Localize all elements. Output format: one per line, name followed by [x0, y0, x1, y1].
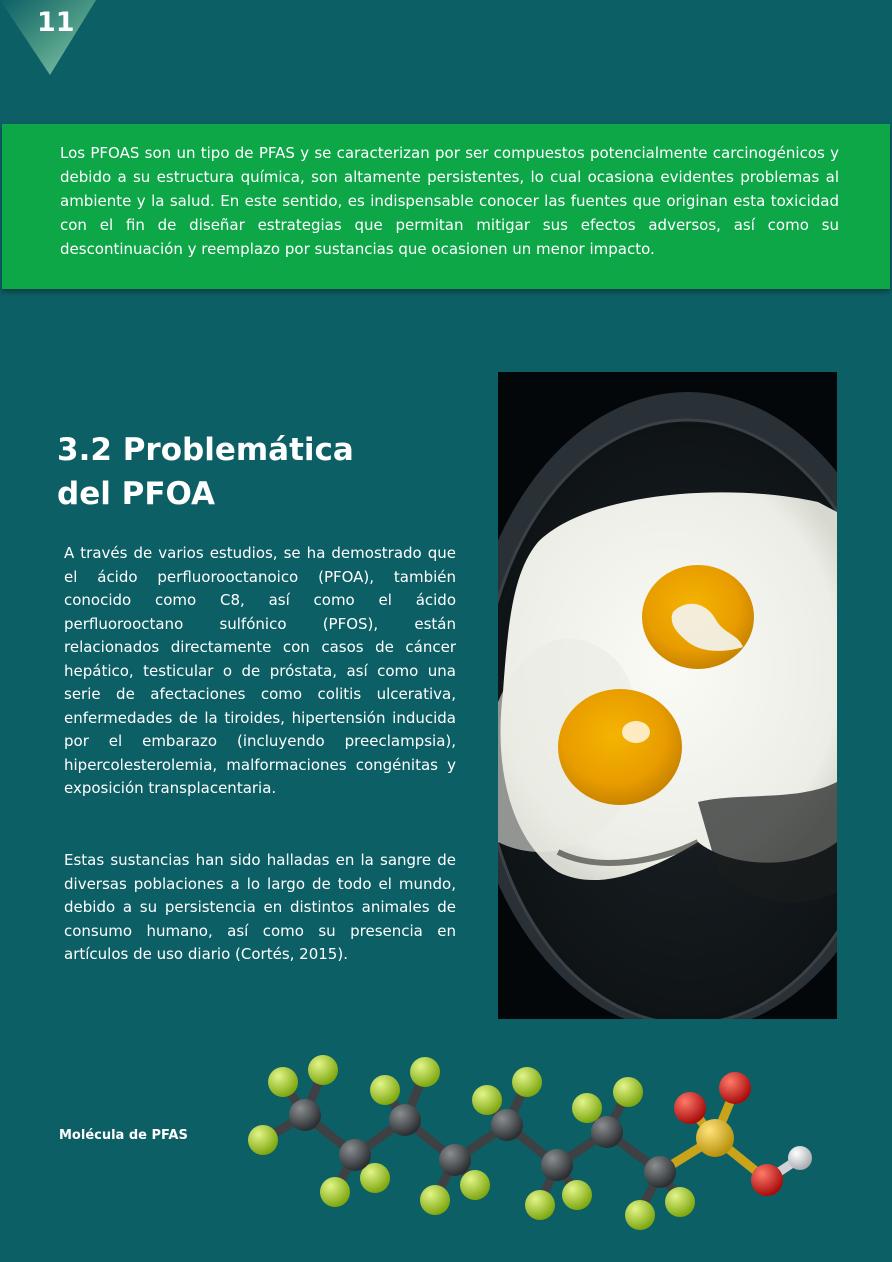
- body-paragraph-2: Estas sustancias han sido halladas en la sangre de diversas poblaciones a lo largo de todo el mundo, debido a su persistencia en distintos animales de consumo humano, así como su presencia en artículos de uso diario (Cortés, 2015).: [64, 851, 456, 963]
- intro-banner: [2, 124, 890, 289]
- molecule-caption: Molécula de PFAS: [59, 1128, 188, 1143]
- intro-banner-text: Los PFOAS son un tipo de PFAS y se caracterizan por ser compuestos potencialmente carcinogénicos y debido a su estructura química, son altamente persistentes, lo cual ocasiona evidentes problemas al ambiente y la salud. En este sentido, es indispensable conocer las fuentes que originan esta toxicidad con el fin de diseñar estrategias que permitan mitigar sus efectos adversos, así como su descontinuación y reemplazo por sustancias que ocasionen un menor impacto.: [60, 144, 839, 258]
- sulfur-atom: [696, 1119, 734, 1157]
- section-title-line2: del PFOA: [57, 476, 216, 512]
- body-paragraph-1: A través de varios estudios, se ha demostrado que el ácido perfluorooctanoico (PFOA), también conocido como C8, así como el ácido perfluorooctano sulfónico (PFOS), están relacionados directamente con casos de cáncer hepático, testicular o de próstata, así como una serie de afectaciones como colitis ulcerativa, enfermedades de la tiroides, hipertensión inducida por el embarazo (incluyendo preeclampsia), hipercolesterolemia, malformaciones congénitas y exposición transplacentaria.: [64, 544, 456, 797]
- oxygen-atom: [751, 1164, 783, 1196]
- hydrogen-atom: [788, 1146, 812, 1170]
- section-title-line1: 3.2 Problemática: [57, 432, 354, 468]
- oxygen-atom: [674, 1092, 706, 1124]
- oxygen-atom: [719, 1072, 751, 1104]
- fried-egg-pan-photo: [498, 372, 837, 1019]
- page-number: 11: [37, 7, 75, 38]
- pfas-molecule-illustration: [235, 1040, 835, 1240]
- section-title: [57, 428, 477, 516]
